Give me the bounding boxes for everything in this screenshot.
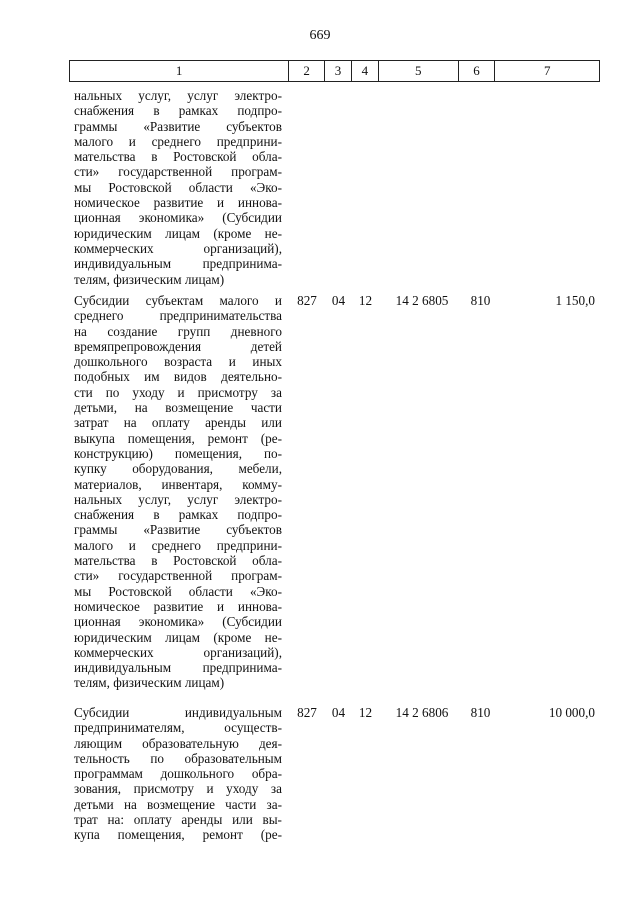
word: сти [74,384,93,400]
word: в [153,507,160,523]
word: и [128,537,136,553]
word: в [151,149,158,165]
word: «Развитие [143,118,201,134]
word: на [123,415,137,431]
code-type: 810 [470,705,491,720]
word: и [274,293,282,308]
word: конструкцию) [74,445,153,461]
description-line [74,660,282,675]
word: образовательную [142,735,239,751]
word: видов [173,369,207,385]
word: и [177,384,185,400]
row-description [74,88,282,287]
row-description [74,705,282,843]
word: «Эко- [249,179,282,195]
word: детей [250,338,282,354]
word: детьми, [74,400,118,416]
word: мательства [74,149,136,165]
word: Ростовской [173,149,237,165]
page-number: 669 [309,28,331,43]
word: снабжения [74,103,135,119]
word: или [232,812,253,828]
header-col-6: 6 [459,61,496,81]
description-line [74,584,282,599]
word: номическое [74,195,140,211]
description-line [74,195,282,210]
word: деятельно- [221,369,282,385]
word: ционная [74,614,121,630]
description-line [74,293,282,308]
word: экономика» [138,210,205,226]
word: возраста [164,354,213,370]
word: дневного [230,323,282,339]
description-line [74,149,282,164]
description-line [74,119,282,134]
description-line [74,827,282,842]
description-line [74,103,282,118]
word: Субсидии [74,705,130,720]
word: или [261,415,282,431]
word: индивидуальным [184,705,282,720]
word: осуществ- [224,720,282,736]
word: создание [107,323,158,339]
word: юридическим [74,225,152,241]
word: (кроме [213,225,252,241]
code-section: 04 [331,705,346,720]
word: подпро- [237,103,282,119]
code-target: 14 2 6805 [395,293,449,308]
description-line [74,492,282,507]
word: помещения, [174,445,242,461]
word: уходу [226,781,259,797]
word: за [270,384,282,400]
word: обра- [251,766,282,782]
description-line [74,477,282,492]
word: мательства [74,553,136,569]
word: обла- [252,553,282,569]
word: (Субсидии [222,210,282,226]
description-line [74,522,282,537]
code-admin: 827 [297,293,317,308]
word: аренды [205,415,247,431]
word: по [150,750,164,766]
code-section: 04 [331,293,346,308]
word: субъектов [226,118,282,134]
word: услуг, [138,88,172,103]
description-line [74,385,282,400]
word: в [151,553,158,569]
word: подобных [74,369,130,385]
description-line [74,553,282,568]
word: помещения, [127,430,195,446]
word: оборудования, [132,461,213,477]
word: малого [74,133,114,149]
word: Субсидии [74,293,130,308]
description-line [74,369,282,384]
word: по [105,384,120,400]
word: комму- [242,476,282,492]
word: рамках [178,103,219,119]
word: на [123,796,137,812]
word: государственной [118,568,213,584]
code-target: 14 2 6806 [395,705,449,720]
word: малого [74,537,114,553]
code-amount: 10 000,0 [548,705,595,720]
word: нальных [74,491,123,507]
word: части [250,400,282,416]
word: зования, [74,781,122,797]
word: ремонт [202,827,243,843]
word: предпринима- [202,660,282,676]
word: иных [252,354,282,370]
word: электро- [234,88,282,103]
description-line [74,446,282,461]
description-line [74,538,282,553]
word: в [153,103,160,119]
word: субъектам [145,293,204,308]
word: экономика» [138,614,205,630]
word: области [188,583,233,599]
word: дея- [258,735,282,751]
word: среднего [74,308,124,324]
word: дошкольного [160,766,235,782]
word: мы [74,583,92,599]
word: и [217,598,225,614]
word: услуг [187,88,219,103]
word: коммерческих [74,644,154,660]
description-line [74,134,282,149]
word: граммы [74,522,118,538]
word: граммы [74,118,118,134]
word: организаций), [203,240,282,256]
word: электро- [234,491,282,507]
description-line [74,568,282,583]
header-col-7: 7 [543,63,551,78]
word: нальных [74,88,123,103]
description-line [74,210,282,225]
word: на [74,323,87,339]
description-line [74,308,282,323]
word: Ростовской [108,583,172,599]
word: образовательным [184,750,282,766]
word: индивидуальным [74,256,172,272]
description-line [74,599,282,614]
description-line [74,88,282,103]
description-line [74,705,282,720]
word: мы [74,179,92,195]
word: индивидуальным [74,660,172,676]
word: развитие [153,195,204,211]
word: и [206,781,214,797]
word: ремонт [207,430,248,446]
description-line [74,461,282,476]
word: (ре- [260,430,282,446]
word: подпро- [237,507,282,523]
code-subsection: 12 [358,293,373,308]
word: на: [107,812,125,828]
word: затрат [74,415,109,431]
word: им [144,369,160,385]
header-col-3: 3 [325,61,352,81]
description-line: телям, физическим лицам) [74,271,225,287]
word: возмещение [165,400,234,416]
word: снабжения [74,507,135,523]
word: номическое [74,598,140,614]
word: развитие [153,598,204,614]
description-line [74,766,282,781]
description-line [74,645,282,660]
word: програм- [231,568,282,584]
word: оплату [151,415,190,431]
word: присмотру [133,781,194,797]
word: Ростовской [108,179,172,195]
word: детьми [74,796,114,812]
word: возмещение [147,796,215,812]
word: ляющим [74,735,123,751]
description-line [74,507,282,522]
description-line [74,415,282,430]
word: на [134,400,148,416]
word: предпринимательства [159,308,282,324]
header-col-2: 2 [289,61,325,81]
word: (кроме [213,629,252,645]
description-line [74,614,282,629]
word: за [270,781,282,797]
description-line [74,256,282,271]
word: коммерческих [74,240,154,256]
word: групп [177,323,211,339]
description-line [74,354,282,369]
description-line [74,797,282,812]
word: Ростовской [173,553,237,569]
code-type: 810 [470,293,491,308]
code-amount: 1 150,0 [555,293,595,308]
description-line [74,812,282,827]
description-line [74,736,282,751]
description-line [74,431,282,446]
description-line [74,324,282,339]
word: лицам [165,629,201,645]
word: иннова- [237,598,282,614]
description-line [74,180,282,195]
word: сти» [74,568,100,584]
word: предприни- [216,133,282,149]
word: (ре- [260,827,282,843]
word: тельность [74,750,130,766]
description-line [74,781,282,796]
word: рамках [178,507,219,523]
description-line [74,241,282,256]
header-col-5: 5 [379,61,459,81]
word: части [225,796,257,812]
code-subsection: 12 [358,705,373,720]
word: малого [219,293,259,308]
word: среднего [151,133,201,149]
word: и [128,133,136,149]
word: организаций), [203,644,282,660]
description-line: телям, физическим лицам) [74,675,225,691]
header-col-1: 1 [70,61,289,81]
word: купа [74,827,100,843]
word: оплату [133,812,172,828]
word: материалов, [74,476,142,492]
row-description [74,293,282,691]
word: трат [74,812,98,828]
word: юридическим [74,629,152,645]
table-header [69,60,600,82]
word: «Эко- [249,583,282,599]
description-line [74,400,282,415]
word: лицам [165,225,201,241]
word: среднего [151,537,201,553]
word: услуг, [138,491,172,507]
header-col-4: 4 [352,61,379,81]
word: обла- [252,149,282,165]
word: помещения, [117,827,185,843]
word: предпринимателям, [74,720,185,736]
word: ционная [74,210,121,226]
word: аренды [181,812,223,828]
word: не- [264,225,282,241]
word: «Развитие [143,522,201,538]
description-line [74,720,282,735]
word: государственной [118,164,213,180]
description-line [74,226,282,241]
code-admin: 827 [297,705,317,720]
word: не- [264,629,282,645]
word: инвентаря, [161,476,223,492]
word: купку [74,461,107,477]
word: сти» [74,164,100,180]
word: услуг [187,491,219,507]
word: уходу [132,384,165,400]
word: иннова- [237,195,282,211]
word: времяпрепровождения [74,338,202,354]
description-line [74,630,282,645]
word: и [217,195,225,211]
word: предприни- [216,537,282,553]
word: субъектов [226,522,282,538]
word: присмотру [197,384,258,400]
description-line [74,164,282,179]
word: выкупа [74,430,115,446]
word: области [188,179,233,195]
word: предпринима- [202,256,282,272]
word: (Субсидии [222,614,282,630]
description-line [74,339,282,354]
word: вы- [262,812,282,828]
word: мебели, [238,461,282,477]
word: програм- [231,164,282,180]
word: и [228,354,236,370]
word: за- [266,796,282,812]
word: дошкольного [74,354,148,370]
word: по- [263,445,282,461]
description-line [74,751,282,766]
word: программам [74,766,143,782]
